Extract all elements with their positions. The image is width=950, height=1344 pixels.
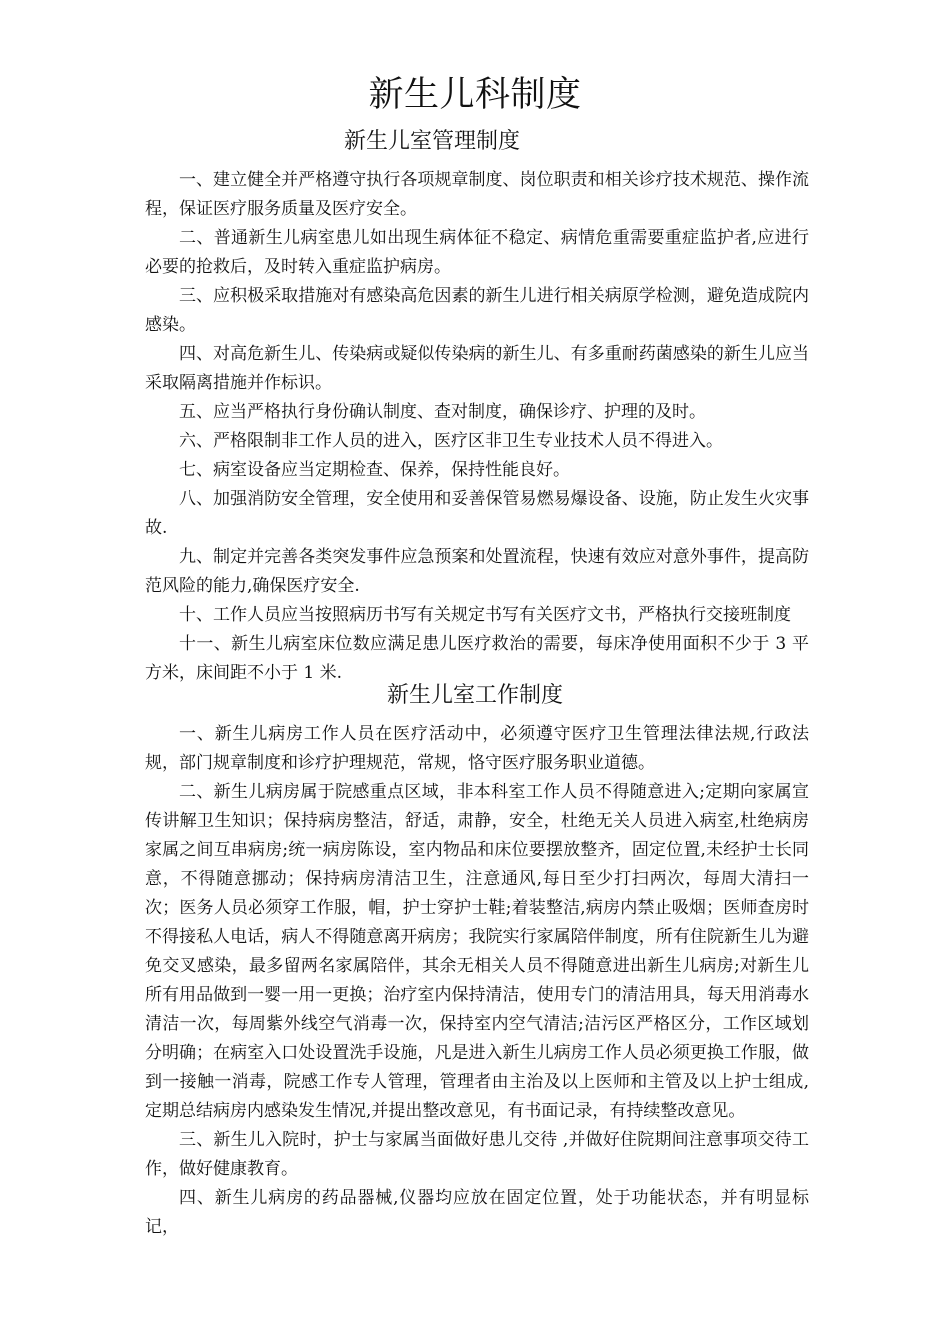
paragraph: 九、制定并完善各类突发事件应急预案和处置流程，快速有效应对意外事件，提高防范风险的能力,确保医疗安全. xyxy=(145,547,809,596)
paragraph: 六、严格限制非工作人员的进入，医疗区非卫生专业技术人员不得进入。 xyxy=(179,431,723,451)
paragraph: 四、新生儿病房的药品器械,仪器均应放在固定位置，处于功能状态，并有明显标记， xyxy=(145,1188,809,1237)
paragraph: 四、对高危新生儿、传染病或疑似传染病的新生儿、有多重耐药菌感染的新生儿应当采取隔离措施并作标识。 xyxy=(145,344,809,393)
paragraph: 二、新生儿病房属于院感重点区域，非本科室工作人员不得随意进入;定期向家属宣传讲解卫生知识；保持病房整洁，舒适，肃静，安全，杜绝无关人员进入病室,杜绝病房家属之间互串病房;统一病房陈设，室内物品和床位要摆放整齐，固定位置,未经护士长同意，不得随意挪动；保持病房清洁卫生，注意通风,每日至少打扫两次，每周大清扫一次；医务人员必须穿工作服，帽，护士穿护士鞋;着装整洁,病房内禁止吸烟；医师查房时不得接私人电话，病人不得随意离开病房；我院实行家属陪伴制度，所有住院新生儿为避免交叉感染，最多留两名家属陪伴，其余无相关人员不得随意进出新生儿病房;对新生儿所有用品做到一婴一用一更换；治疗室内保持清洁，使用专门的清洁用具，每天用消毒水清洁一次，每周紫外线空气消毒一次，保持室内空气清洁;洁污区严格区分，工作区域划分明确；在病室入口处设置洗手设施，凡是进入新生儿病房工作人员必须更换工作服，做到一接触一消毒，院感工作专人管理，管理者由主治及以上医师和主管及以上护士组成,定期总结病房内感染发生情况,并提出整改意见，有书面记录，有持续整改意见。 xyxy=(145,782,809,1121)
paragraph: 八、加强消防安全管理，安全使用和妥善保管易燃易爆设备、设施，防止发生火灾事故. xyxy=(145,489,809,538)
paragraph: 三、新生儿入院时，护士与家属当面做好患儿交待 ,并做好住院期间注意事项交待工作，做好健康教育。 xyxy=(145,1130,809,1179)
section-body-work xyxy=(145,720,809,1242)
paragraph: 三、应积极采取措施对有感染高危因素的新生儿进行相关病原学检测，避免造成院内感染。 xyxy=(145,286,809,335)
paragraph: 一、新生儿病房工作人员在医疗活动中，必须遵守医疗卫生管理法律法规,行政法规，部门规章制度和诊疗护理规范，常规，恪守医疗服务职业道德。 xyxy=(145,724,809,773)
paragraph: 一、建立健全并严格遵守执行各项规章制度、岗位职责和相关诊疗技术规范、操作流程，保证医疗服务质量及医疗安全。 xyxy=(145,170,809,219)
section-heading-management: 新生儿室管理制度 xyxy=(343,129,520,154)
section-heading-work: 新生儿室工作制度 xyxy=(386,683,563,708)
paragraph: 七、病室设备应当定期检查、保养，保持性能良好。 xyxy=(179,460,570,480)
paragraph: 十、工作人员应当按照病历书写有关规定书写有关医疗文书，严格执行交接班制度 xyxy=(179,605,791,625)
paragraph: 二、普通新生儿病室患儿如出现生病体征不稳定、病情危重需要重症监护者,应进行必要的抢救后，及时转入重症监护病房。 xyxy=(145,228,809,277)
document-title: 新生儿科制度 xyxy=(368,75,582,115)
section-body-management xyxy=(145,166,809,688)
paragraph: 五、应当严格执行身份确认制度、查对制度，确保诊疗、护理的及时。 xyxy=(179,402,706,422)
paragraph: 十一、新生儿病室床位数应满足患儿医疗救治的需要，每床净使用面积不少于 3 平方米，床间距不小于 1 米. xyxy=(145,634,809,683)
